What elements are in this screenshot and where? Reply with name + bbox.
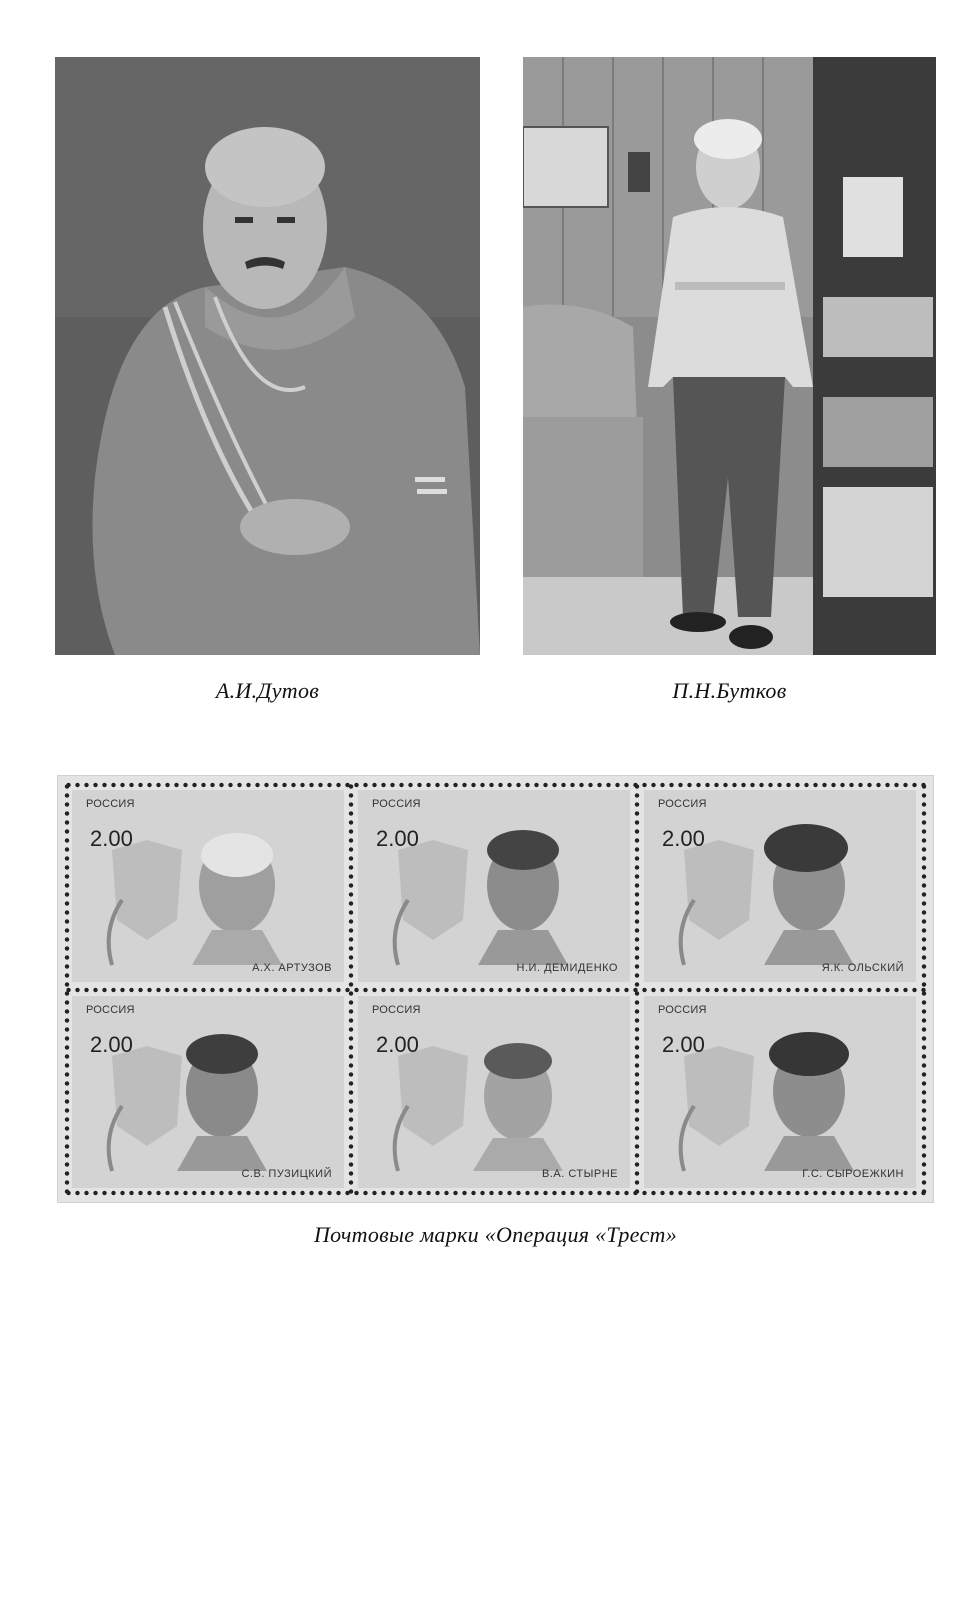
- stamp-name: Г.С. СЫРОЕЖКИН: [802, 1168, 904, 1180]
- photo-dutov: [55, 57, 480, 655]
- stamp-country: РОССИЯ: [86, 1004, 135, 1016]
- stamp-denomination: 2.00: [376, 826, 419, 851]
- stamp-name: Н.И. ДЕМИДЕНКО: [516, 962, 618, 974]
- portrait-officer-image: [55, 57, 480, 655]
- stamp-portrait-emblem: [72, 790, 344, 982]
- stamp-country: РОССИЯ: [86, 798, 135, 810]
- caption-dutov: А.И.Дутов: [215, 678, 320, 703]
- stamp-artuzov: [72, 790, 344, 982]
- stamp-name: В.А. СТЫРНЕ: [542, 1168, 618, 1180]
- stamp-country: РОССИЯ: [658, 1004, 707, 1016]
- photo-butkov: [523, 57, 936, 655]
- stamp-styrne: [358, 996, 630, 1188]
- stamp-denomination: 2.00: [90, 826, 133, 851]
- stamp-denomination: 2.00: [90, 1032, 133, 1057]
- standing-man-image: [523, 57, 936, 655]
- stamp-denomination: 2.00: [662, 1032, 705, 1057]
- stamp-portrait-emblem: [358, 790, 630, 982]
- perforation-right: [921, 782, 927, 1196]
- stamp-country: РОССИЯ: [372, 798, 421, 810]
- stamp-portrait-emblem: [644, 790, 916, 982]
- stamp-country: РОССИЯ: [372, 1004, 421, 1016]
- stamp-portrait-emblem: [644, 996, 916, 1188]
- perforation-col-2: [634, 782, 640, 1196]
- stamp-syroezhkin: [644, 996, 916, 1188]
- caption-stamps: Почтовые марки «Операция «Трест»: [313, 1222, 678, 1247]
- perforation-middle: [64, 987, 927, 993]
- stamp-portrait-emblem: [72, 996, 344, 1188]
- perforation-col-1: [348, 782, 354, 1196]
- stamp-portrait-emblem: [358, 996, 630, 1188]
- stamp-demidenko: [358, 790, 630, 982]
- stamp-sheet: [57, 775, 934, 1203]
- perforation-bottom: [64, 1190, 927, 1196]
- stamp-country: РОССИЯ: [658, 798, 707, 810]
- perforation-left: [64, 782, 70, 1196]
- caption-butkov: П.Н.Бутков: [672, 678, 787, 703]
- perforation-top: [64, 782, 927, 788]
- stamp-name: С.В. ПУЗИЦКИЙ: [241, 1168, 332, 1180]
- stamp-olsky: [644, 790, 916, 982]
- stamp-name: А.Х. АРТУЗОВ: [252, 962, 332, 974]
- stamp-puzitsky: [72, 996, 344, 1188]
- stamp-denomination: 2.00: [662, 826, 705, 851]
- stamp-denomination: 2.00: [376, 1032, 419, 1057]
- stamp-name: Я.К. ОЛЬСКИЙ: [821, 962, 904, 974]
